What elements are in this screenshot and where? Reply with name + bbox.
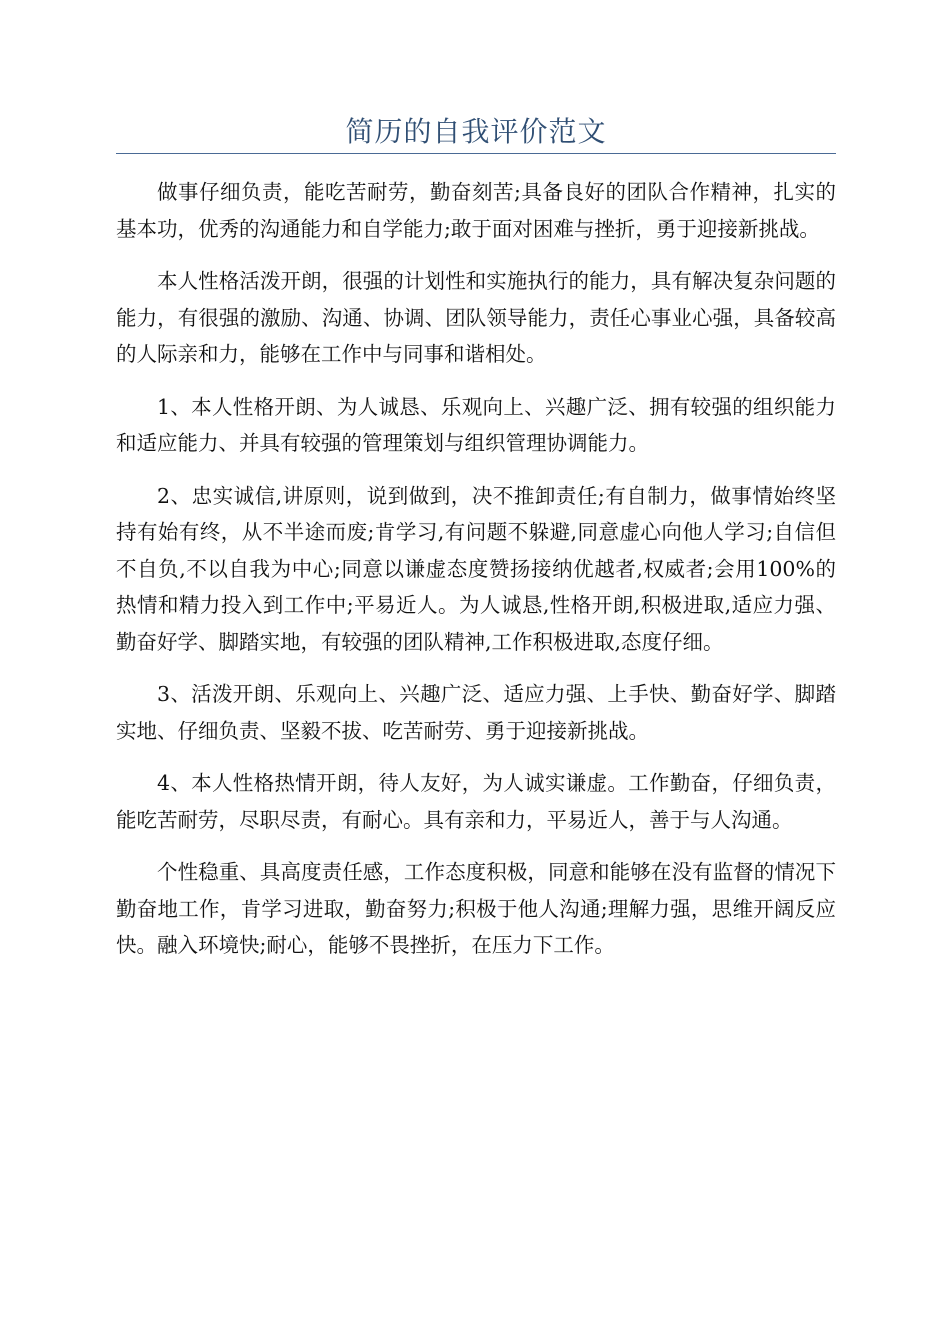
document-title: 简历的自我评价范文 — [345, 115, 607, 148]
paragraph-7: 个性稳重、具高度责任感，工作态度积极，同意和能够在没有监督的情况下勤奋地工作，肯学习进取，勤奋努力;积极于他人沟通;理解力强，思维开阔反应快。融入环境快;耐心，能够不畏挫折，在压力下工作。 — [116, 860, 836, 957]
paragraph-4: 2、忠实诚信,讲原则，说到做到，决不推卸责任;有自制力，做事情始终坚持有始有终，从不半途而废;肯学习,有问题不躲避,同意虚心向他人学习;自信但不自负,不以自我为中心;同意以谦虚态度赞扬接纳优越者,权威者;会用100%的热情和精力投入到工作中;平易近人。为人诚恳,性格开朗,积极进取,适应力强、勤奋好学、脚踏实地，有较强的团队精神,工作积极进取,态度仔细。 — [116, 483, 836, 654]
paragraph-5: 3、活泼开朗、乐观向上、兴趣广泛、适应力强、上手快、勤奋好学、脚踏实地、仔细负责、坚毅不拔、吃苦耐劳、勇于迎接新挑战。 — [116, 682, 836, 743]
paragraph-3: 1、本人性格开朗、为人诚恳、乐观向上、兴趣广泛、拥有较强的组织能力和适应能力、并具有较强的管理策划与组织管理协调能力。 — [116, 394, 836, 455]
paragraph-1: 做事仔细负责，能吃苦耐劳，勤奋刻苦;具备良好的团队合作精神，扎实的基本功，优秀的沟通能力和自学能力;敢于面对困难与挫折，勇于迎接新挑战。 — [116, 180, 836, 241]
paragraph-2: 本人性格活泼开朗，很强的计划性和实施执行的能力，具有解决复杂问题的能力，有很强的激励、沟通、协调、团队领导能力，责任心事业心强，具备较高的人际亲和力，能够在工作中与同事和谐相处。 — [116, 269, 836, 366]
document-body — [116, 174, 836, 980]
paragraph-6: 4、本人性格热情开朗，待人友好，为人诚实谦虚。工作勤奋，仔细负责，能吃苦耐劳，尽职尽责，有耐心。具有亲和力，平易近人，善于与人沟通。 — [116, 771, 836, 832]
title-underline — [116, 153, 836, 154]
